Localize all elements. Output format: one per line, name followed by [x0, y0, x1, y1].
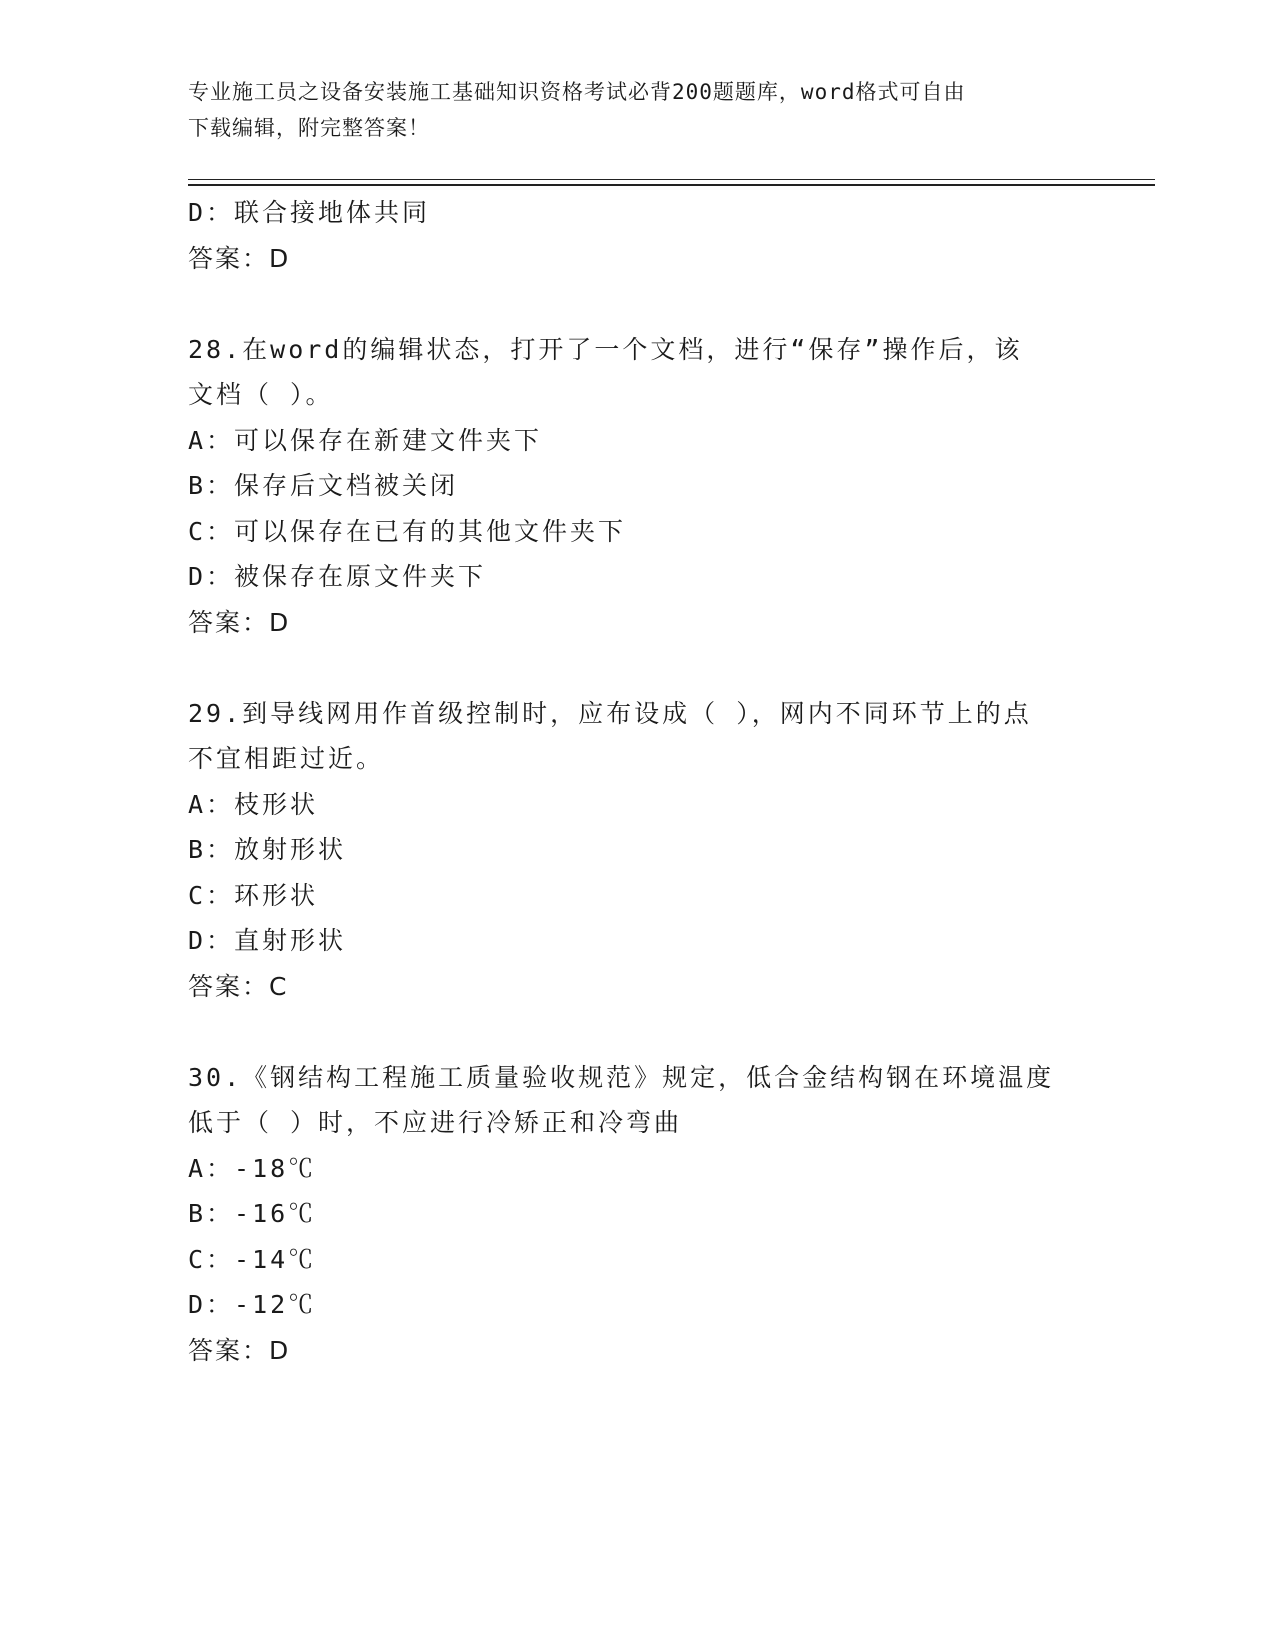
option-c: C：环形状: [188, 880, 319, 910]
option-c: C：可以保存在已有的其他文件夹下: [188, 516, 627, 546]
option-b: B：-16℃: [188, 1199, 317, 1228]
question-stem-line-1: 28.在word的编辑状态，打开了一个文档，进行“保存”操作后，该: [188, 334, 1023, 364]
question-28: [188, 327, 1088, 646]
option-d: D：联合接地体共同: [188, 198, 431, 227]
question-stem-line-2: 低于（ ）时，不应进行冷矫正和冷弯曲: [188, 1108, 683, 1137]
option-c: C：-14℃: [188, 1244, 317, 1274]
header-rule-thin: [188, 179, 1155, 180]
answer-line: 答案：D: [188, 1335, 291, 1365]
question-stem-line-2: 不宜相距过近。: [188, 744, 385, 773]
answer-line: 答案：C: [188, 971, 289, 1001]
header-line-2: 下载编辑，附完整答案！: [188, 116, 430, 140]
option-a: A：可以保存在新建文件夹下: [188, 425, 543, 455]
option-d: D：直射形状: [188, 926, 347, 955]
option-a: A：-18℃: [188, 1153, 317, 1183]
header-line-1: 专业施工员之设备安装施工基础知识资格考试必背200题题库，word格式可自由: [188, 80, 966, 104]
document-header: [188, 74, 1088, 146]
question-30: [188, 1055, 1088, 1374]
option-d: D：-12℃: [188, 1290, 317, 1319]
document-body: [188, 190, 1088, 1373]
question-27-continuation: [188, 190, 1088, 281]
answer-line: 答案：D: [188, 243, 291, 273]
answer-line: 答案：D: [188, 607, 291, 637]
option-a: A：枝形状: [188, 789, 319, 819]
header-rule-thick: [188, 184, 1155, 186]
question-29: [188, 691, 1088, 1010]
question-stem-line-1: 29.到导线网用作首级控制时，应布设成（ ），网内不同环节上的点: [188, 698, 1032, 728]
option-b: B：放射形状: [188, 835, 347, 864]
question-stem-line-2: 文档（ ）。: [188, 380, 334, 409]
question-stem-line-1: 30.《钢结构工程施工质量验收规范》规定，低合金结构钢在环境温度: [188, 1062, 1055, 1092]
option-d: D：被保存在原文件夹下: [188, 562, 487, 591]
option-b: B：保存后文档被关闭: [188, 471, 459, 500]
